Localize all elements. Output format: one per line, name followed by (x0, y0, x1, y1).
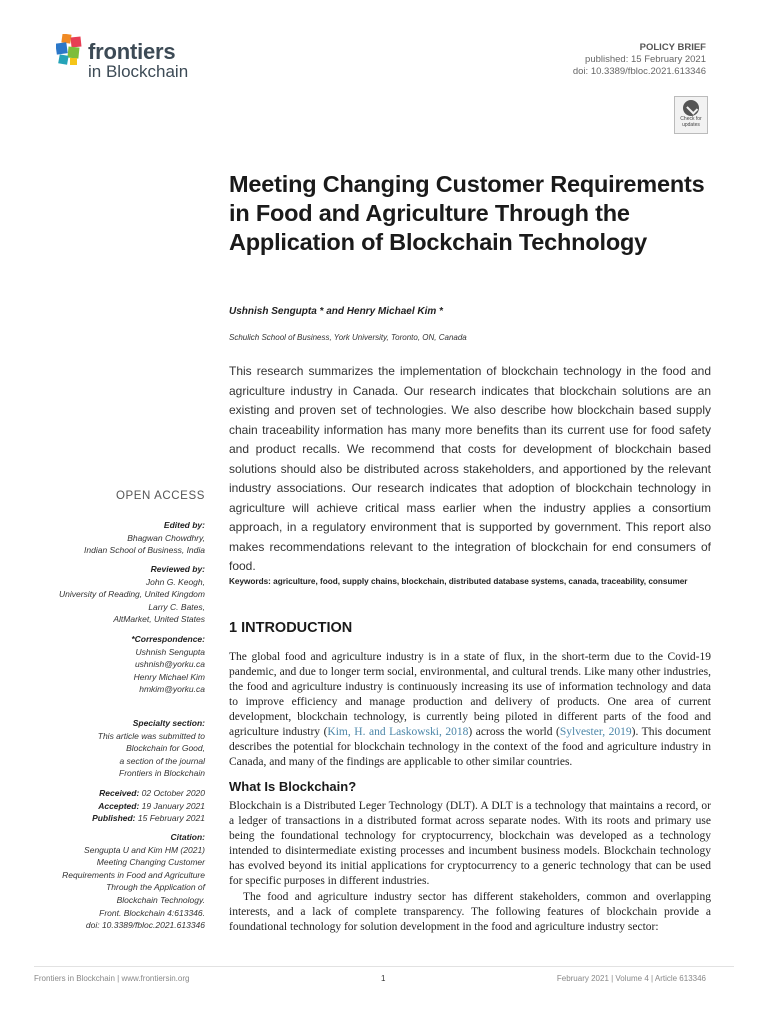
logo-line1: frontiers (88, 39, 176, 64)
blockchain-paragraph: Blockchain is a Distributed Leger Technology (DLT). A DLT is a technology that maintains a record, or a ledger of transactions in a distributed format across separate nodes. With its roots and primary use being the foundational technology for cryptocurrency, blockchain was developed as a technology intended to disintermediate existing processes and incumbent business models. Blockchain technology has evolved beyond its initial applications for cryptocurrency to a generic technology that can be used for specific purposes in different industries. (229, 800, 711, 887)
logo-line2: in Blockchain (88, 62, 189, 81)
keywords-list: agriculture, food, supply chains, blockchain, distributed database systems, canada, traceability, consumer (273, 577, 688, 586)
edited-by-block: Edited by: Bhagwan Chowdhry, Indian School of Business, India (84, 520, 205, 556)
published-date: published: 15 February 2021 (585, 54, 706, 65)
footer-volume: February 2021 | Volume 4 | Article 613346 (556, 974, 706, 983)
citation-link[interactable]: Kim, H. and Laskowski, 2018 (327, 726, 469, 738)
check-icon (683, 100, 699, 116)
page-number: 1 (381, 974, 386, 983)
citation-link[interactable]: Sylvester, 2019 (559, 726, 632, 738)
footer-journal[interactable]: Frontiers in Blockchain | www.frontiersin.org (34, 974, 190, 983)
reviewed-by-block: Reviewed by: John G. Keogh, University of Reading, United Kingdom Larry C. Bates, AltMarket, United States (59, 564, 205, 625)
article-authors[interactable]: Ushnish Sengupta * and Henry Michael Kim * (229, 306, 443, 317)
email-link[interactable]: ushnish@yorku.ca (134, 659, 205, 670)
article-doi[interactable]: doi: 10.3389/fbloc.2021.613346 (572, 66, 706, 77)
correspondence-block: *Correspondence: Ushnish Sengupta ushnish@yorku.ca Henry Michael Kim hmkim@yorku.ca (131, 634, 205, 695)
check-badge-label: Check for updates (680, 116, 702, 128)
check-for-updates-badge[interactable] (674, 96, 708, 134)
open-access-label: OPEN ACCESS (115, 490, 205, 502)
email-link[interactable]: hmkim@yorku.ca (139, 684, 205, 695)
footer-divider (34, 966, 734, 967)
specialty-section-block: Specialty section: This article was submitted to Blockchain for Good, a section of the journal Frontiers in Blockchain (97, 718, 205, 779)
frontiers-logo-icon (56, 34, 86, 68)
article-meta (573, 42, 706, 78)
article-title: Meeting Changing Customer Requirements in Food and Agriculture Through the Application of Blockchain Technology (229, 171, 705, 255)
intro-paragraph: The global food and agriculture industry is in a state of flux, in the short-term due to the Covid-19 pandemic, and due to longer term social, environmental, and cultural trends. Like many other industries, the food and agriculture industry is continuously increasing its use of information technology and data to improve efficiency and manage production and delivery of products. One area of current development, blockchain technology, is currently being piloted in different parts of the food and agriculture industry (Kim, H. and Laskowski, 2018) across the world (Sylvester, 2019). This document describes the potential for blockchain technology in the context of the food and agriculture industry in Canada, and many of the findings are applicable to other similar countries. (229, 651, 711, 768)
journal-logo (56, 32, 226, 86)
article-type: POLICY BRIEF (639, 42, 706, 53)
section-heading: 1 INTRODUCTION (229, 620, 353, 636)
citation-doi[interactable]: doi: 10.3389/fbloc.2021.613346 (85, 920, 205, 931)
citation-block: Citation: Sengupta U and Kim HM (2021) Meeting Changing Customer Requirements in Food and Agriculture Through the Application of Blockchain Technology. Front. Blockchain 4:613346. doi: 10.3389/fbloc.2021.613346 (62, 832, 205, 931)
author-affiliation: Schulich School of Business, York University, Toronto, ON, Canada (229, 333, 467, 342)
keywords-label: Keywords: (229, 577, 271, 586)
abstract: This research summarizes the implementation of blockchain technology in the food and agriculture industry in Canada. Our research indicates that blockchain solutions are an existing and proven set of technologies. We also describe how blockchain based supply chain traceability information has many more benefits than its current use for food safety and product recalls. We recommend that costs for development of blockchain based solutions should also be distributed across stakeholders, and apportioned by the relevant industry associations. Our research indicates that adoption of blockchain technology in agriculture will achieve critical mass earlier when the industry applies a consortium approach, in a regulatory environment that is supported by government. This report also makes recommendations relevant to the integration of blockchain for end consumers of food. (229, 364, 711, 573)
subsection-heading: What Is Blockchain? (229, 779, 357, 794)
dates-block: Received: 02 October 2020 Accepted: 19 January 2021 Published: 15 February 2021 (92, 788, 205, 824)
features-paragraph: The food and agriculture industry sector has different stakeholders, common and overlapping interests, and a lack of complete transparency. The following features of blockchain provide a foundational technology for solution development in the food and agriculture industry sector: (229, 891, 711, 933)
keywords (229, 576, 711, 588)
